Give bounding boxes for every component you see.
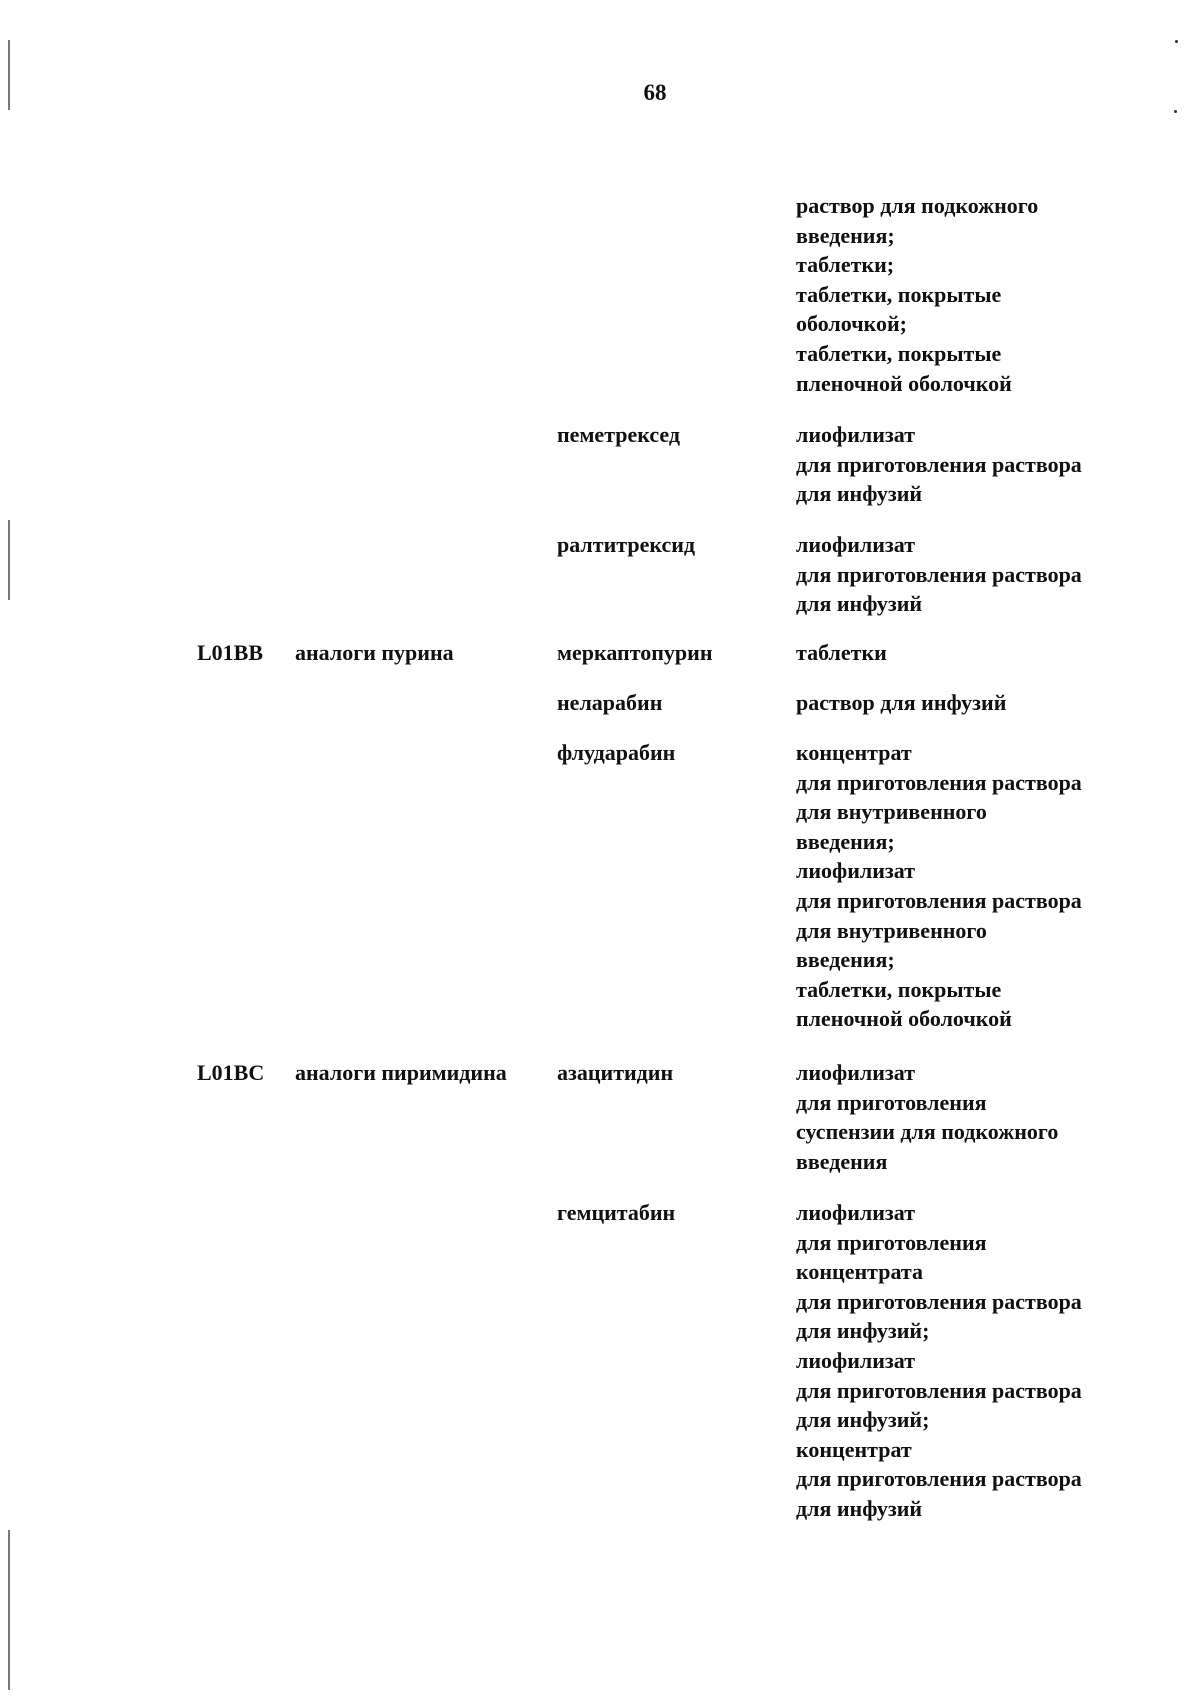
dosage-forms (796, 638, 1096, 668)
dosage-form-line: суспензии для подкожного (796, 1119, 1059, 1145)
scan-edge-mark (8, 520, 10, 600)
dosage-form-line: для приготовления раствора (796, 1377, 1082, 1403)
group-name: аналоги пурина (295, 640, 454, 665)
dosage-form-line: для инфузий (796, 591, 923, 617)
atc-code: L01BB (197, 640, 264, 665)
dosage-form-line: для приготовления раствора (796, 887, 1082, 913)
dosage-form-line: концентрата (796, 1259, 923, 1285)
dosage-form-line: лиофилизат (796, 532, 916, 557)
dosage-form-line: раствор для инфузий (796, 690, 1007, 715)
dosage-form-line: введения; (796, 947, 895, 973)
dosage-form-line: раствор для подкожного (796, 193, 1039, 218)
dosage-form-line: для инфузий; (796, 1407, 930, 1433)
dosage-form-line: для приготовления раствора (796, 1466, 1082, 1492)
dosage-form-line: для приготовления (796, 1229, 987, 1255)
scan-edge-mark (8, 40, 10, 110)
drug-name: флударабин (557, 740, 676, 765)
dosage-form-line: таблетки, покрытые (796, 976, 1002, 1002)
drug-name: гемцитабин (557, 1200, 676, 1225)
dosage-form-line: для приготовления раствора (796, 561, 1082, 587)
dosage-form-line: концентрат (796, 740, 912, 765)
drug-name: ралтитрексид (557, 532, 696, 557)
dosage-form-line: для приготовления раствора (796, 1288, 1082, 1314)
dosage-forms (796, 738, 1096, 1034)
dosage-forms (796, 420, 1096, 509)
drug-name: неларабин (557, 690, 663, 715)
dosage-form-line: таблетки (796, 640, 887, 665)
dosage-form-line: пленочной оболочкой (796, 1006, 1012, 1032)
dosage-forms (796, 1058, 1096, 1176)
dosage-form-line: лиофилизат (796, 1347, 916, 1373)
dosage-form-line: для приготовления раствора (796, 451, 1082, 477)
group-name: аналоги пиримидина (295, 1060, 507, 1085)
dosage-form-line: таблетки, покрытые (796, 281, 1002, 307)
dosage-form-line: лиофилизат (796, 1200, 916, 1225)
dosage-form-line: для инфузий (796, 481, 923, 507)
dosage-form-line: для инфузий (796, 1495, 923, 1521)
dosage-form-line: для внутривенного (796, 917, 987, 943)
dosage-form-line: введения; (796, 828, 895, 854)
dosage-forms (796, 530, 1096, 619)
drug-name: азацитидин (557, 1060, 674, 1085)
atc-code: L01BC (197, 1060, 265, 1085)
dosage-form-line: лиофилизат (796, 1060, 916, 1085)
drug-name: пеметрексед (557, 422, 681, 447)
dosage-form-line: введения; (796, 222, 895, 248)
dosage-form-line: лиофилизат (796, 422, 916, 447)
dosage-form-line: концентрат (796, 1436, 912, 1462)
dosage-forms (796, 1198, 1096, 1524)
dosage-forms (796, 191, 1096, 398)
dosage-form-line: для инфузий; (796, 1318, 930, 1344)
dosage-form-line: для приготовления (796, 1089, 987, 1115)
drug-name: меркаптопурин (557, 640, 713, 665)
dosage-form-line: для внутривенного (796, 799, 987, 825)
page-number: 68 (643, 80, 667, 105)
dosage-form-line: пленочной оболочкой (796, 370, 1012, 396)
dosage-form-line: оболочкой; (796, 311, 907, 337)
dosage-form-line: лиофилизат (796, 858, 916, 884)
scan-edge-mark (8, 1530, 10, 1690)
dosage-form-line: таблетки; (796, 252, 895, 278)
dosage-form-line: для приготовления раствора (796, 769, 1082, 795)
scan-speck (1174, 110, 1177, 113)
dosage-form-line: введения (796, 1148, 888, 1174)
dosage-forms (796, 688, 1096, 718)
dosage-form-line: таблетки, покрытые (796, 340, 1002, 366)
scan-speck (1175, 40, 1178, 43)
